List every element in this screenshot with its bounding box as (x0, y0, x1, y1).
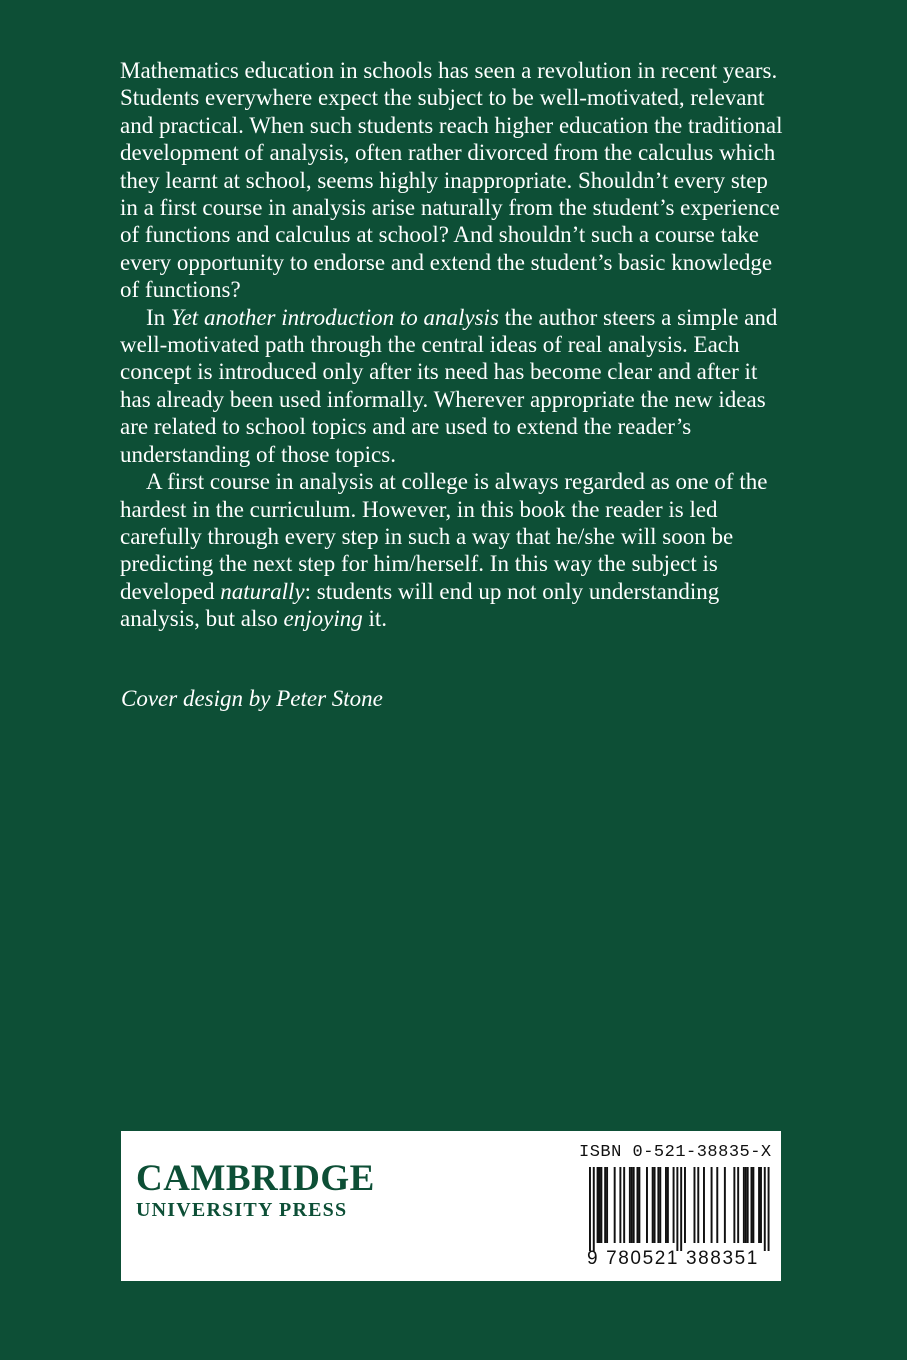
barcode-bar (593, 1167, 595, 1251)
barcode (575, 1167, 771, 1267)
blurb-p2-rest: the author steers a simple and well-motivated path through the central ideas of real analysis. Each concept is introduced only after its need has become clear and after it has already been used informally. Wherever appropriate the new ideas are related to school topics and are used to extend the reader’s understanding of those topics. (120, 304, 778, 467)
barcode-bar (711, 1167, 713, 1243)
publisher-name: CAMBRIDGE (136, 1158, 375, 1199)
barcode-bar (629, 1167, 631, 1243)
barcode-bar (659, 1167, 661, 1243)
publisher-panel (121, 1131, 781, 1281)
barcode-bar (597, 1167, 599, 1243)
barcode-bar (652, 1167, 654, 1243)
barcode-bar (676, 1167, 678, 1251)
barcode-bar (743, 1167, 745, 1243)
barcode-bar (633, 1167, 635, 1243)
barcode-bar (697, 1167, 699, 1243)
barcode-bar (758, 1167, 760, 1243)
barcode-bars (589, 1167, 770, 1251)
cover-credit: Cover design by Peter Stone (121, 686, 383, 711)
barcode-bar (768, 1167, 770, 1251)
barcode-bar (600, 1167, 602, 1243)
barcode-bar (619, 1167, 621, 1243)
publisher-logo (136, 1159, 375, 1221)
barcode-bar (637, 1167, 639, 1243)
barcode-bar (764, 1167, 766, 1251)
barcode-bar (673, 1167, 675, 1243)
blurb-paragraph-1: Mathematics education in schools has seen a revolution in recent years. Students everywhere expect the subject to be well-motivated, relevant and practical. When such students reach higher education the traditional development of analysis, often rather divorced from the calculus which they learnt at school, seems highly inappropriate. Shouldn’t every step in a first course in analysis arise naturally from the student’s experience of functions and calculus at school? And shouldn’t such a course take every opportunity to endorse and extend the student’s basic knowledge of functions? (120, 58, 783, 303)
barcode-bar (604, 1167, 606, 1243)
barcode-bar (747, 1167, 749, 1243)
barcode-bar (684, 1167, 686, 1243)
emphasis-naturally: naturally (220, 578, 305, 604)
barcode-bar (751, 1167, 753, 1243)
barcode-bar (631, 1167, 633, 1243)
barcode-bar (606, 1167, 608, 1243)
barcode-bar (614, 1167, 616, 1243)
barcode-bar (680, 1167, 682, 1251)
barcode-bar (724, 1167, 726, 1243)
emphasis-enjoying: enjoying (283, 606, 363, 632)
barcode-bar (657, 1167, 659, 1243)
barcode-bar (760, 1167, 762, 1243)
barcode-bar (737, 1167, 739, 1243)
isbn-label: ISBN 0-521-38835-X (579, 1143, 772, 1162)
barcode-bar (667, 1167, 669, 1243)
barcode-bar (694, 1167, 696, 1243)
barcode-bar (703, 1167, 705, 1243)
blurb-p3-mid: : students will end up not only understanding analysis, but also (120, 578, 720, 632)
barcode-bar (599, 1167, 601, 1243)
blurb-paragraph-2 (120, 304, 790, 468)
blurb-p3-start: A first course in analysis at college is always regarded as one of the hardest in the curriculum. However, in this book the reader is led carefully through every step in such a way that he/she will soon be predicting the next step for him/herself. In this way the subject is developed (120, 469, 768, 604)
barcode-bar (752, 1167, 754, 1243)
barcode-digits: 9 780521 388351 (587, 1248, 759, 1267)
barcode-bar (646, 1167, 648, 1243)
barcode-bar (589, 1167, 591, 1251)
barcode-bar (733, 1167, 735, 1243)
barcode-bar (638, 1167, 640, 1243)
barcode-bar (716, 1167, 718, 1243)
blurb-text (120, 57, 790, 633)
barcode-bar (665, 1167, 667, 1243)
barcode-bar (654, 1167, 656, 1243)
publisher-subtitle: UNIVERSITY PRESS (136, 1199, 348, 1221)
barcode-bar (745, 1167, 747, 1243)
blurb-p2-start: In (146, 304, 171, 330)
barcode-bar (623, 1167, 625, 1243)
blurb-p3-end: it. (362, 606, 388, 632)
blurb-paragraph-3 (120, 468, 790, 632)
book-title: Yet another introduction to analysis (170, 304, 499, 330)
